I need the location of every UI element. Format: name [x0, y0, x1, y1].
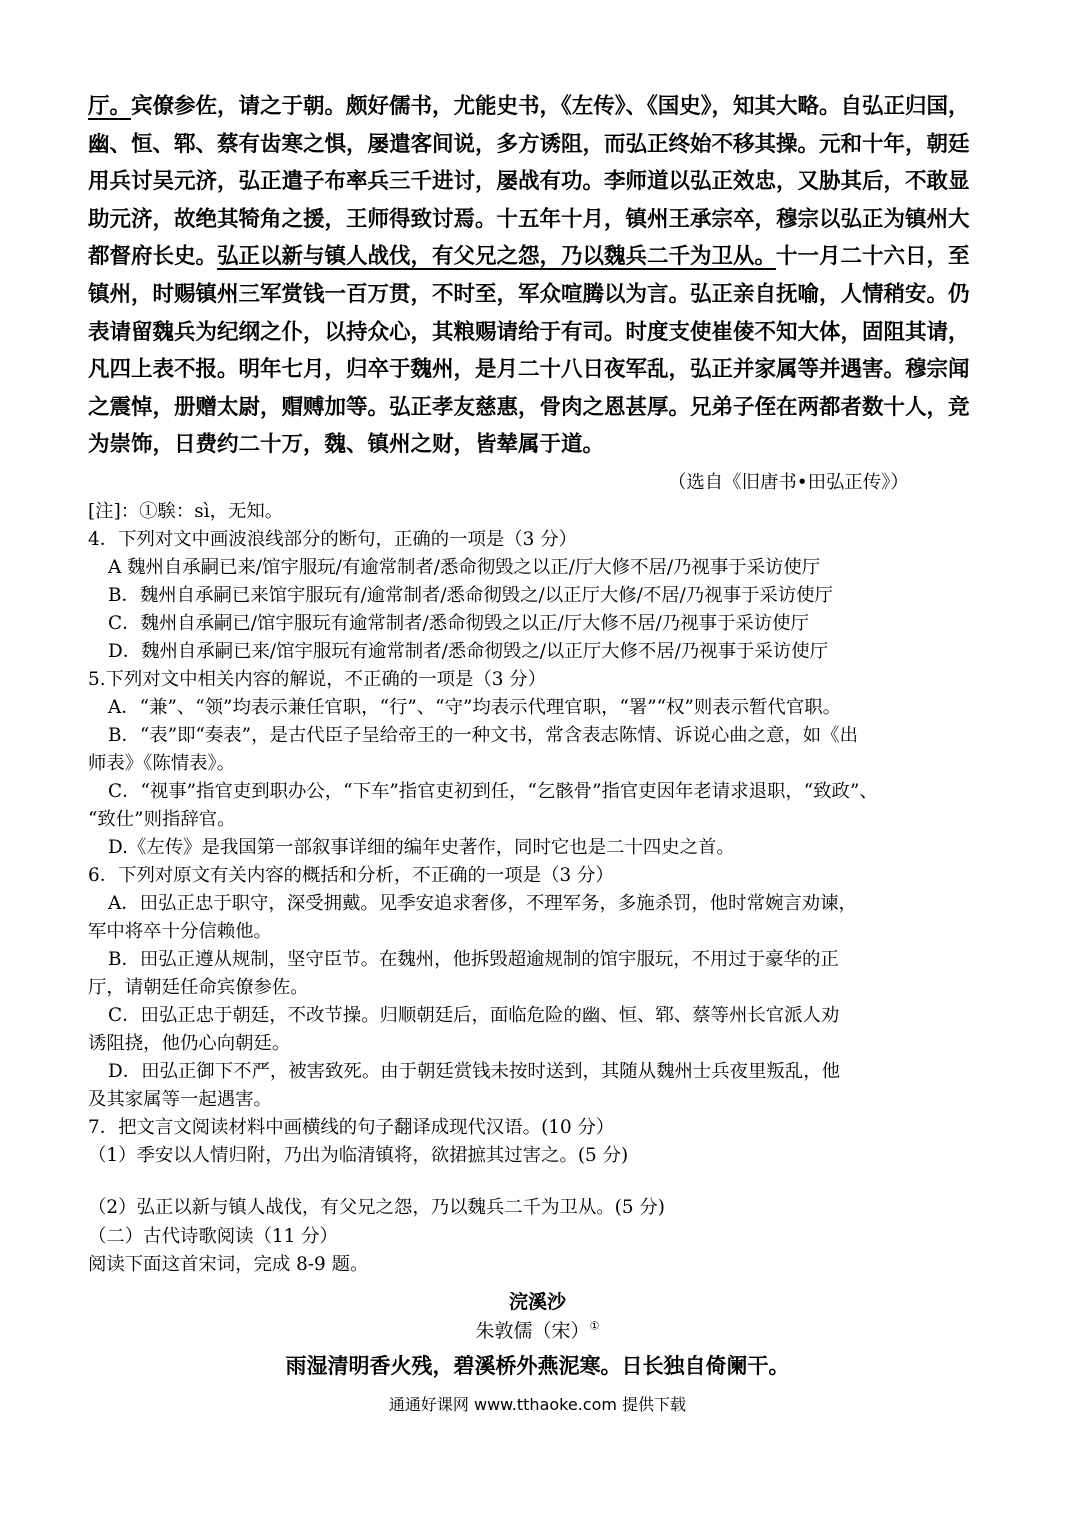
passage-line: 厅。宾僚参佐，请之于朝。颇好儒书，尤能史书，《左传》、《国史》，知其大略。自弘正归国， [88, 94, 970, 119]
underlined-sentence: 弘正以新与镇人战伐，有父兄之怨，乃以魏兵二千为卫从。 [217, 244, 777, 270]
section-instruction: 阅读下面这首宋词，完成 8-9 题。 [88, 1254, 369, 1275]
question-6-option-d: D．田弘正御下不严，被害致死。由于朝廷赏钱未按时送到，其随从魏州士兵夜里叛乱，他 [108, 1061, 840, 1082]
question-5-option-a: A．“兼”、“领”均表示兼任官职，“行”、“守”均表示代理官职，“署”“权”则表示暂代官职。 [108, 697, 841, 718]
page-footer: 通通好课网 www.tthaoke.com 提供下载 [388, 1395, 687, 1414]
passage-line: 镇州，时赐镇州三军赏钱一百万贯，不时至，军众喧腾以为言。弘正亲自抚喻，人情稍安。仍 [88, 281, 970, 307]
question-5-option-b-cont: 师表》《陈情表》。 [88, 753, 236, 774]
footnote: [注]：①騃：sì，无知。 [88, 501, 284, 522]
classical-passage [88, 88, 993, 464]
question-4-option-d: D．魏州自承嗣已来/馆宇服玩有逾常制者/悉命彻毁之/以正厅大修不居/乃视事于采访使厅 [108, 641, 828, 662]
question-4-option-c: C．魏州自承嗣已/馆宇服玩有逾常制者/悉命彻毁之以正/厅大修不居/乃视事于采访使厅 [108, 613, 809, 634]
question-4-option-a: A 魏州自承嗣已来/馆宇服玩/有逾常制者/悉命彻毁之以正/厅大修不居/乃视事于采访使厅 [108, 557, 821, 578]
question-5-option-d: D.《左传》是我国第一部叙事详细的编年史著作，同时它也是二十四史之首。 [108, 837, 735, 858]
question-5-option-c: C．“视事”指官吏到职办公，“下车”指官吏初到任，“乞骸骨”指官吏因年老请求退职，“致政”、 [108, 781, 878, 802]
passage-line: 用兵讨吴元济，弘正遣子布率兵三千进讨，屡战有功。李师道以弘正效忠，又胁其后，不敢显 [88, 169, 970, 195]
passage-line: 表请留魏兵为纪纲之仆，以持众心，其粮赐请给于有司。时度支使崔倰不知大体，固阻其请， [88, 319, 970, 345]
question-6-option-a: A．田弘正忠于职守，深受拥戴。见季安追求奢侈，不理军务，多施杀罚，他时常婉言劝谏， [108, 893, 857, 914]
poem-line: 雨湿清明香火残，碧溪桥外燕泥寒。日长独自倚阑干。 [285, 1354, 790, 1378]
question-6-stem: 6．下列对原文有关内容的概括和分析，不正确的一项是（3 分） [88, 865, 614, 886]
question-7-sentence-1: （1）季安以人情归附，乃出为临清镇将，欲捃摭其过害之。(5 分) [88, 1145, 629, 1166]
passage-line: 助元济，故绝其犄角之援，王师得致讨焉。十五年十月，镇州王承宗卒，穆宗以弘正为镇州大 [88, 206, 970, 232]
passage-line: 为崇饰，日费约二十万，魏、镇州之财，皆辇属于道。 [88, 432, 605, 458]
question-6-option-b: B．田弘正遵从规制，坚守臣节。在魏州，他拆毁超逾规制的馆宇服玩，不用过于豪华的正 [108, 949, 839, 970]
question-7-stem: 7．把文言文阅读材料中画横线的句子翻译成现代汉语。(10 分） [88, 1117, 615, 1138]
section-heading: （二）古代诗歌阅读（11 分） [88, 1226, 338, 1247]
passage-line: 都督府长史。弘正以新与镇人战伐，有父兄之怨，乃以魏兵二千为卫从。十一月二十六日，至 [88, 244, 970, 270]
wavy-underlined-text: 厅。 [88, 94, 132, 119]
question-6-option-a-cont: 军中将卒十分信赖他。 [88, 921, 272, 942]
source-citation: （选自《旧唐书•田弘正传》） [668, 472, 909, 493]
passage-line: 之震悼，册赠太尉，赗赙加等。弘正孝友慈惠，骨肉之恩甚厚。兄弟子侄在两都者数十人，竞 [88, 394, 970, 420]
question-4-stem: 4．下列对文中画波浪线部分的断句，正确的一项是（3 分） [88, 529, 578, 550]
poem-title: 浣溪沙 [508, 1291, 566, 1313]
question-6-option-d-cont: 及其家属等一起遇害。 [88, 1089, 272, 1110]
question-6-option-b-cont: 厅，请朝廷任命宾僚参佐。 [88, 977, 309, 998]
passage-line: 幽、恒、郓、蔡有齿寒之惧，屡遣客间说，多方诱阻，而弘正终始不移其操。元和十年，朝廷 [88, 131, 970, 157]
author-note-mark: ① [589, 1319, 600, 1333]
question-5-stem: 5.下列对文中相关内容的解说，不正确的一项是（3 分） [88, 669, 547, 690]
passage-line: 凡四上表不报。明年七月，归卒于魏州，是月二十八日夜军乱，弘正并家属等并遇害。穆宗闻 [88, 357, 970, 383]
question-5-option-b: B．“表”即“奏表”，是古代臣子呈给帝王的一种文书，常含表志陈情、诉说心曲之意，如《出 [108, 725, 858, 746]
question-4-option-b: B．魏州自承嗣已来馆宇服玩有/逾常制者/悉命彻毁之/以正厅大修/不居/乃视事于采访使厅 [108, 585, 833, 606]
poem-author: 朱敦儒（宋）① [475, 1319, 600, 1342]
question-5-option-c-cont: “致仕”则指辞官。 [88, 809, 236, 830]
question-6-option-c: C．田弘正忠于朝廷，不改节操。归顺朝廷后，面临危险的幽、恒、郓、蔡等州长官派人劝 [108, 1005, 840, 1026]
question-7-sentence-2: （2）弘正以新与镇人战伐，有父兄之怨，乃以魏兵二千为卫从。(5 分) [88, 1197, 665, 1218]
question-6-option-c-cont: 诱阻挠，他仍心向朝廷。 [88, 1033, 291, 1054]
